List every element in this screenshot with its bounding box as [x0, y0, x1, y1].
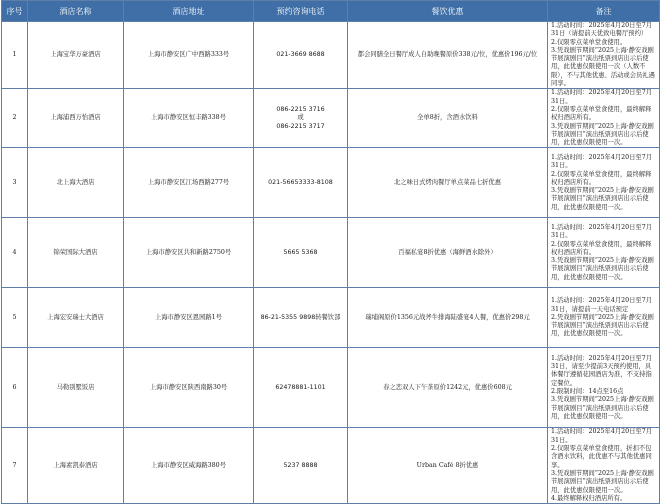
header-notes: 备注 [548, 1, 660, 22]
row-index: 6 [2, 348, 28, 428]
hotel-address: 上海市静安区共和新路2750号 [124, 218, 254, 288]
phone-number: 5237 8888 [254, 428, 348, 504]
hotel-name: 上海素凯泰酒店 [28, 428, 124, 504]
phone-number: 021-56653333-8108 [254, 148, 348, 218]
notes: 1.活动时间：2025年4月20日至7月31日。 2.仅限零点菜单堂食使用，最终解释权归酒店所有。 3.凭戏剧节期间“2025上海·静安戏剧节展演剧目”演出纸票到店出示后使用，此优惠仅限使用一次。 [548, 89, 660, 148]
notes: 1.活动时间：2025年4月20日至7月31日，请提前一天电话预定 2.凭戏剧节期间“2025上海·静安戏剧节展演剧目”演出纸票到店出示后使用，此优惠仅限使用一次。 [548, 288, 660, 348]
notes: 1.活动时间：2025年4月20日至7月31日，请至少提前3天预约使用，具体餐厅遵循花园酒店为准，不支持指定餐位。 2.限制时间：14点至16点 3.凭戏剧节期间“2025上海·静安戏剧节展演剧目”演出纸票到店出示后使用，此优惠仅限使用一次。 [548, 348, 660, 428]
phone-number: 86-21-5355 9898转餐饮部 [254, 288, 348, 348]
dining-offer: 百福私宴8折优惠（海鲜酒水除外） [348, 218, 548, 288]
hotel-address: 上海市静安区江场西路277号 [124, 148, 254, 218]
table-body [2, 22, 660, 504]
hotel-name: 上海宏安瑞士大酒店 [28, 288, 124, 348]
dining-offer: 瑞埔阁原价1356元战斧牛排海陆盛宴4人餐，优惠价298元 [348, 288, 548, 348]
table-row [2, 218, 660, 288]
notes: 1.活动时间：2025年4月20日至7月31日（请提前天优致电餐厅预约） 2.仅限零点菜单堂食使用。 3.凭戏剧节期间“2025上海·静安戏剧节展演剧目”演出纸票到店出示后使用，此优惠仅限使用一次（人数不限），不与其他优惠、活动或会员礼遇同享。 [548, 22, 660, 89]
hotel-name: 北上海大酒店 [28, 148, 124, 218]
header-phone: 预约咨询电话 [254, 1, 348, 22]
header-row [2, 1, 660, 22]
row-index: 3 [2, 148, 28, 218]
hotel-name: 上海浦西万怡酒店 [28, 89, 124, 148]
dining-offer: 都会同膳全日餐厅成人自助晚餐原价338元/位，优惠价196元/位 [348, 22, 548, 89]
dining-offer: 春之恋双人下午茶原价1242元，优惠价608元 [348, 348, 548, 428]
hotel-address: 上海市静安区威海路380号 [124, 428, 254, 504]
hotel-name: 上海宝华万豪酒店 [28, 22, 124, 89]
dining-offer: 全单8折，含酒水饮料 [348, 89, 548, 148]
row-index: 1 [2, 22, 28, 89]
header-index: 序号 [2, 1, 28, 22]
hotel-name: 锦荣国际大酒店 [28, 218, 124, 288]
notes: 1.活动时间：2025年4月20日至7月31日。 2.仅限零点菜单堂食使用，最终解释权归酒店所有。 3.凭戏剧节期间“2025上海·静安戏剧节展演剧目”演出纸票到店出示后使用，此优惠仅限使用一次。 [548, 148, 660, 218]
table-row [2, 148, 660, 218]
row-index: 2 [2, 89, 28, 148]
hotel-address: 上海市静安区陕西南路30号 [124, 348, 254, 428]
dining-offer: 北之味日式烤肉餐厅单点菜品七折优惠 [348, 148, 548, 218]
notes: 1.活动时间：2025年4月20日至7月31日。 2.仅限零点菜单堂食使用，折扣不包含酒水饮料，此优惠不与其他优惠同享。 3.凭戏剧节期间“2025上海·静安戏剧节展演剧目”演出纸票到店出示后使用，此优惠仅限使用一次。 4.最终解释权归酒店所有。 [548, 428, 660, 504]
table-row [2, 428, 660, 504]
row-index: 5 [2, 288, 28, 348]
table-row [2, 288, 660, 348]
offers-table [1, 0, 660, 504]
table-row [2, 348, 660, 428]
dining-offer: Urban Café 8折优惠 [348, 428, 548, 504]
hotel-address: 上海市静安区恩园路1号 [124, 288, 254, 348]
hotel-address: 上海市静安区广中西路333号 [124, 22, 254, 89]
table-row [2, 89, 660, 148]
hotel-name: 马勒别墅饭店 [28, 348, 124, 428]
phone-number: 5665 5368 [254, 218, 348, 288]
notes: 1.活动时间：2025年4月20日至7月31日。 2.仅限零点菜单堂食使用，最终解释权归酒店所有。 3.凭戏剧节期间“2025上海·静安戏剧节展演剧目”演出纸票到店出示后使用，此优惠仅限使用一次。 [548, 218, 660, 288]
header-dining-offer: 餐饮优惠 [348, 1, 548, 22]
row-index: 7 [2, 428, 28, 504]
phone-number: 086-2215 3716 或 086-2215 3717 [254, 89, 348, 148]
table-row [2, 22, 660, 89]
row-index: 4 [2, 218, 28, 288]
header-hotel-name: 酒店名称 [28, 1, 124, 22]
hotel-address: 上海市静安区恒丰路338号 [124, 89, 254, 148]
phone-number: 62478881-1101 [254, 348, 348, 428]
table-header [2, 1, 660, 22]
phone-number: 021-3669 8688 [254, 22, 348, 89]
header-hotel-address: 酒店地址 [124, 1, 254, 22]
